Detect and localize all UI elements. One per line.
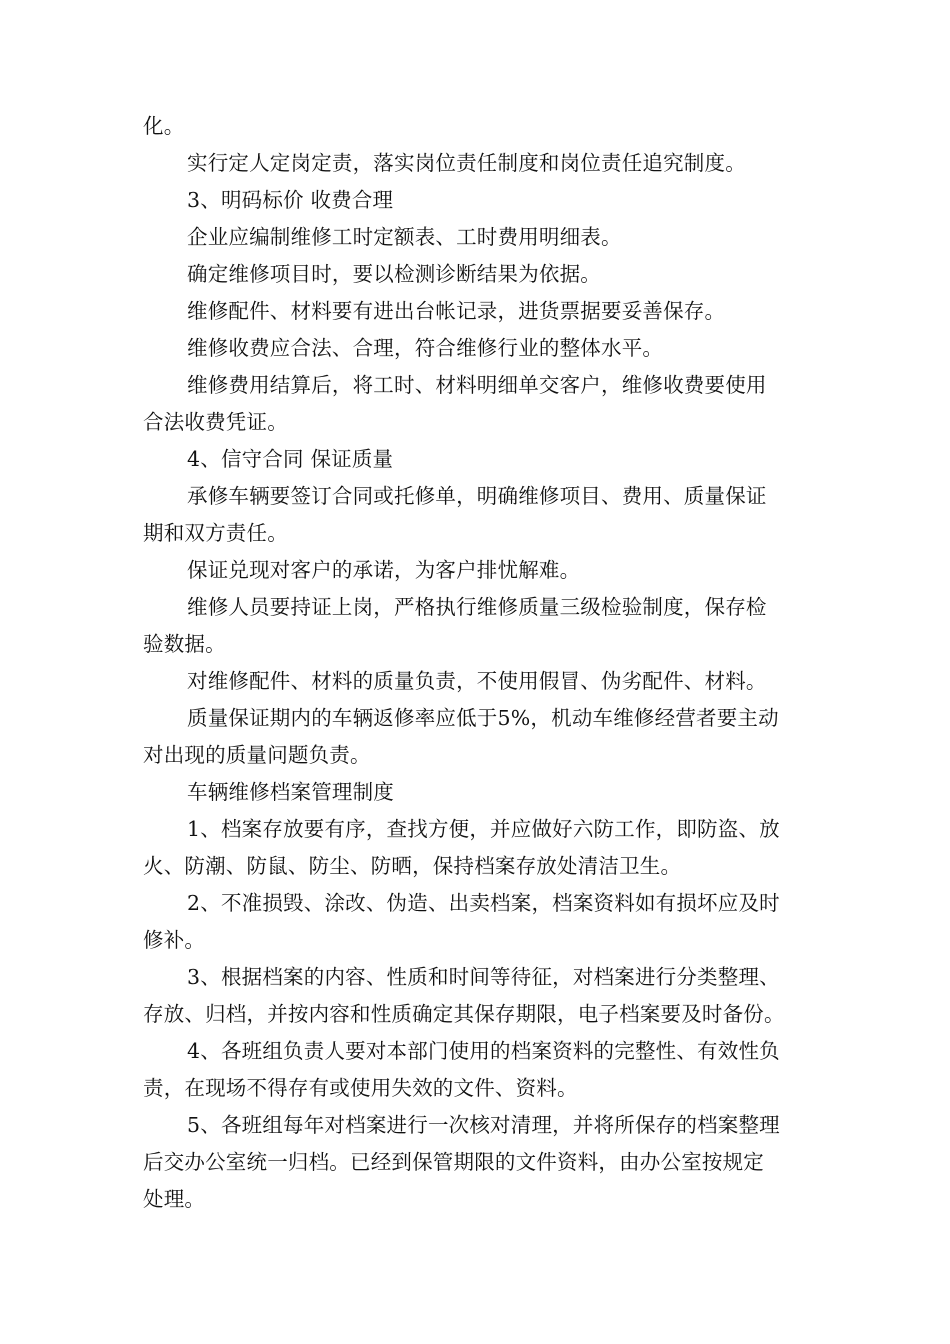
text-line: 修补。 [143, 928, 206, 952]
text-line: 实行定人定岗定责，落实岗位责任制度和岗位责任追究制度。 [187, 151, 746, 175]
text-line: 维修费用结算后，将工时、材料明细单交客户，维修收费要使用 [187, 373, 767, 397]
text-line: 存放、归档，并按内容和性质确定其保存期限，电子档案要及时备份。 [143, 1002, 785, 1026]
text-line: 处理。 [143, 1187, 206, 1211]
text-line: 4、各班组负责人要对本部门使用的档案资料的完整性、有效性负 [187, 1039, 780, 1063]
text-line: 3、明码标价 收费合理 [187, 188, 394, 212]
text-line: 3、根据档案的内容、性质和时间等待征，对档案进行分类整理、 [187, 965, 780, 989]
text-line: 验数据。 [143, 632, 226, 656]
text-line: 5、各班组每年对档案进行一次核对清理，并将所保存的档案整理 [187, 1113, 780, 1137]
text-line: 2、不准损毁、涂改、伪造、出卖档案，档案资料如有损坏应及时 [187, 891, 780, 915]
text-line: 维修配件、材料要有进出台帐记录，进货票据要妥善保存。 [187, 299, 726, 323]
text-line: 维修收费应合法、合理，符合维修行业的整体水平。 [187, 336, 664, 360]
text-line: 期和双方责任。 [143, 521, 288, 545]
text-line: 化。 [143, 114, 185, 138]
text-line: 维修人员要持证上岗，严格执行维修质量三级检验制度，保存检 [187, 595, 767, 619]
text-line: 责，在现场不得存有或使用失效的文件、资料。 [143, 1076, 578, 1100]
text-line: 企业应编制维修工时定额表、工时费用明细表。 [187, 225, 622, 249]
text-line: 1、档案存放要有序，查找方便，并应做好六防工作，即防盗、放 [187, 817, 780, 841]
text-line: 对出现的质量问题负责。 [143, 743, 371, 767]
text-line: 火、防潮、防鼠、防尘、防晒，保持档案存放处清洁卫生。 [143, 854, 682, 878]
text-line: 质量保证期内的车辆返修率应低于5%，机动车维修经营者要主动 [187, 706, 779, 730]
text-line: 对维修配件、材料的质量负责，不使用假冒、伪劣配件、材料。 [187, 669, 767, 693]
text-line: 4、信守合同 保证质量 [187, 447, 394, 471]
text-line: 合法收费凭证。 [143, 410, 288, 434]
text-line: 确定维修项目时，要以检测诊断结果为依据。 [187, 262, 601, 286]
document-body [143, 108, 815, 1218]
text-line: 保证兑现对客户的承诺，为客户排忧解难。 [187, 558, 581, 582]
text-line: 车辆维修档案管理制度 [187, 780, 394, 804]
text-line: 承修车辆要签订合同或托修单，明确维修项目、费用、质量保证 [187, 484, 767, 508]
text-line: 后交办公室统一归档。已经到保管期限的文件资料，由办公室按规定 [143, 1150, 764, 1174]
